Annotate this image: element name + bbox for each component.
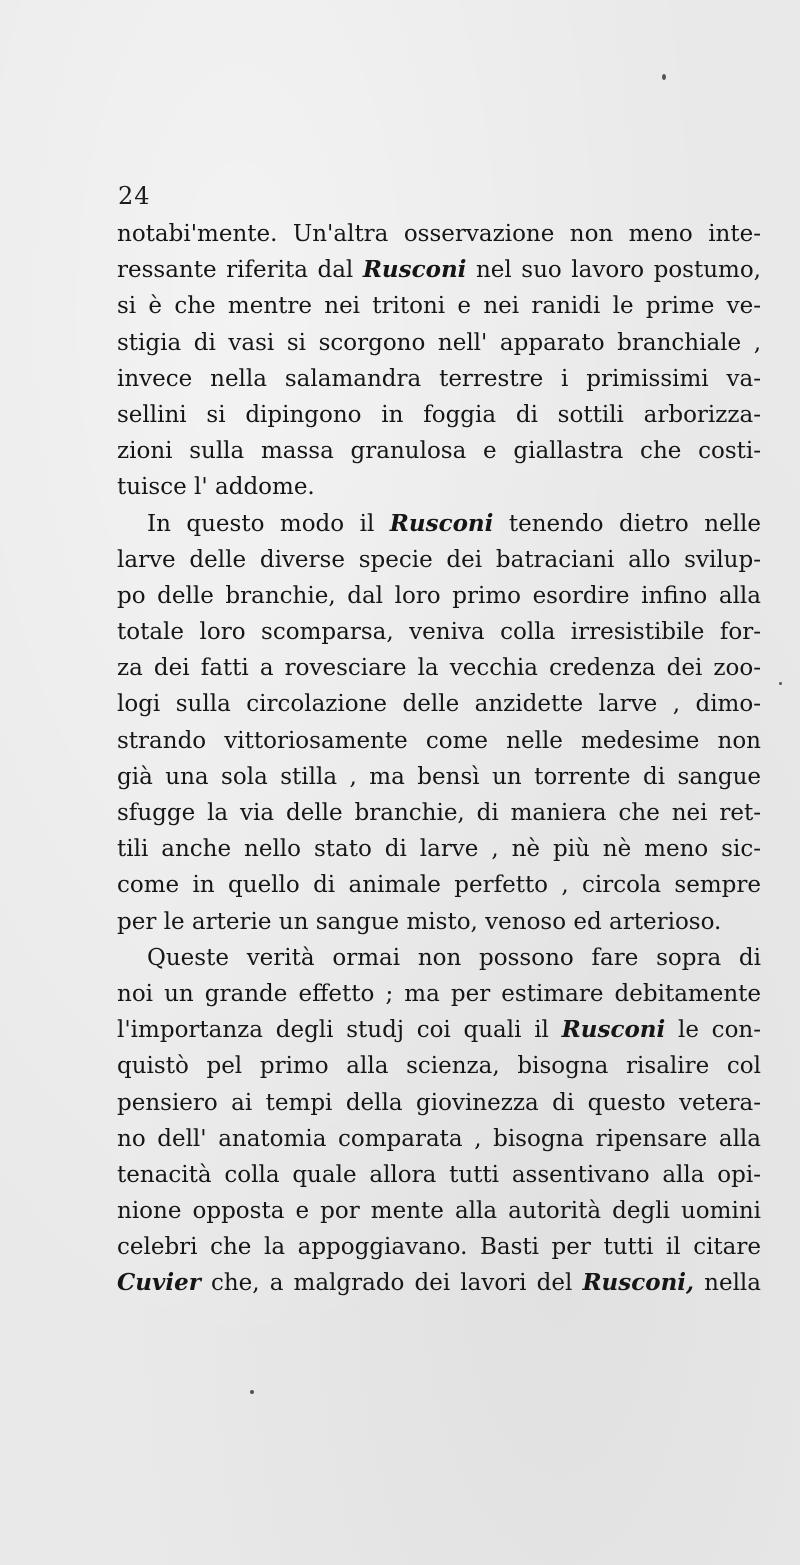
- text-line: [117, 1012, 761, 1048]
- text-line: [117, 686, 761, 722]
- text-segment: tili anche nello stato di larve , nè più nè meno sic-: [117, 836, 761, 863]
- text-segment: già una sola stilla , ma bensì un torrente di sangue: [117, 763, 761, 790]
- text-segment: ressante riferita dal: [117, 257, 363, 284]
- text-segment: zioni sulla massa granulosa e giallastra che costi-: [117, 438, 761, 465]
- text-segment: come in quello di animale perfetto , circola sempre: [117, 872, 761, 899]
- text-segment: sfugge la via delle branchie, di maniera che nei ret-: [117, 800, 761, 826]
- text-line: [117, 1085, 761, 1121]
- text-line: [117, 433, 761, 469]
- text-segment: l'importanza degli studj coi quali il: [117, 1017, 562, 1044]
- text-line: [117, 288, 761, 324]
- text-line: [117, 542, 761, 578]
- text-line: [117, 578, 761, 614]
- text-segment: quistò pel primo alla scienza, bisogna risalire col: [117, 1053, 761, 1080]
- text-segment: no dell' anatomia comparata , bisogna ripensare alla: [117, 1125, 761, 1152]
- text-segment: logi sulla circolazione delle anzidette larve , dimo-: [117, 691, 761, 718]
- italic-name: Rusconi: [389, 509, 494, 537]
- text-segment: Queste verità ormai non possono fare sopra di: [147, 944, 761, 971]
- text-segment: notabi'mente. Un'altra osservazione non meno inte-: [117, 221, 761, 247]
- text-segment: In questo modo il: [147, 510, 390, 537]
- text-line: [117, 325, 761, 361]
- text-segment: noi un grande effetto ; ma per estimare debitamente: [117, 980, 761, 1007]
- text-segment: za dei fatti a rovesciare la vecchia credenza dei zoo-: [117, 655, 761, 682]
- text-line: [117, 1157, 761, 1193]
- text-segment: stigia di vasi si scorgono nell' apparato branchiale ,: [117, 329, 761, 356]
- text-segment: nel suo lavoro postumo,: [466, 257, 761, 284]
- text-segment: le con-: [665, 1017, 761, 1044]
- text-segment: tenendo dietro nelle: [493, 510, 762, 537]
- text-line: [117, 1229, 761, 1265]
- text-line: [117, 1048, 761, 1084]
- text-line: [117, 252, 761, 288]
- text-line: [117, 216, 761, 252]
- text-segment: invece nella salamandra terrestre i primissimi va-: [117, 365, 761, 392]
- text-line: [117, 759, 761, 795]
- text-segment: sellini si dipingono in foggia di sottili arborizza-: [117, 401, 761, 428]
- text-line: [117, 397, 761, 433]
- text-segment: strando vittoriosamente come nelle medesime non: [117, 727, 761, 754]
- text-segment: nella: [694, 1270, 761, 1297]
- text-segment: si è che mentre nei tritoni e nei ranidi le prime ve-: [117, 293, 761, 320]
- text-line: [117, 904, 761, 940]
- text-segment: nione opposta e por mente alla autorità degli uomini: [117, 1198, 761, 1225]
- text-line: [117, 469, 761, 505]
- text-line: [117, 650, 761, 686]
- page-number: 24: [118, 182, 151, 210]
- text-line: [117, 1265, 761, 1301]
- text-segment: po delle branchie, dal loro primo esordire infino alla: [117, 582, 761, 609]
- text-line: [117, 1193, 761, 1229]
- italic-name: Rusconi: [561, 1016, 666, 1044]
- text-segment: tenacità colla quale allora tutti assentivano alla opi-: [117, 1161, 761, 1188]
- paper-speck: [250, 1390, 254, 1394]
- text-line: [117, 831, 761, 867]
- text-segment: celebri che la appoggiavano. Basti per tutti il citare: [117, 1234, 761, 1261]
- text-segment: che, a malgrado dei lavori del: [200, 1270, 583, 1297]
- text-line: [117, 795, 761, 831]
- text-line: [117, 867, 761, 903]
- text-segment: totale loro scomparsa, veniva colla irresistibile for-: [117, 619, 761, 646]
- italic-name: Rusconi: [362, 256, 467, 284]
- text-segment: larve delle diverse specie dei batraciani allo svilup-: [117, 546, 761, 573]
- text-line: [117, 614, 761, 650]
- body-text: [117, 216, 761, 1302]
- text-line: [117, 940, 761, 976]
- paper-speck: [779, 682, 782, 685]
- text-line: [117, 361, 761, 397]
- text-line: [117, 723, 761, 759]
- text-segment: pensiero ai tempi della giovinezza di questo vetera-: [117, 1089, 761, 1116]
- italic-name: Rusconi,: [582, 1269, 695, 1297]
- text-segment: tuisce l' addome.: [117, 474, 315, 501]
- text-line: [117, 506, 761, 542]
- paper-speck: [662, 74, 666, 80]
- italic-name: Cuvier: [117, 1269, 201, 1297]
- text-segment: per le arterie un sangue misto, venoso ed arterioso.: [117, 908, 722, 935]
- text-line: [117, 976, 761, 1012]
- text-line: [117, 1121, 761, 1157]
